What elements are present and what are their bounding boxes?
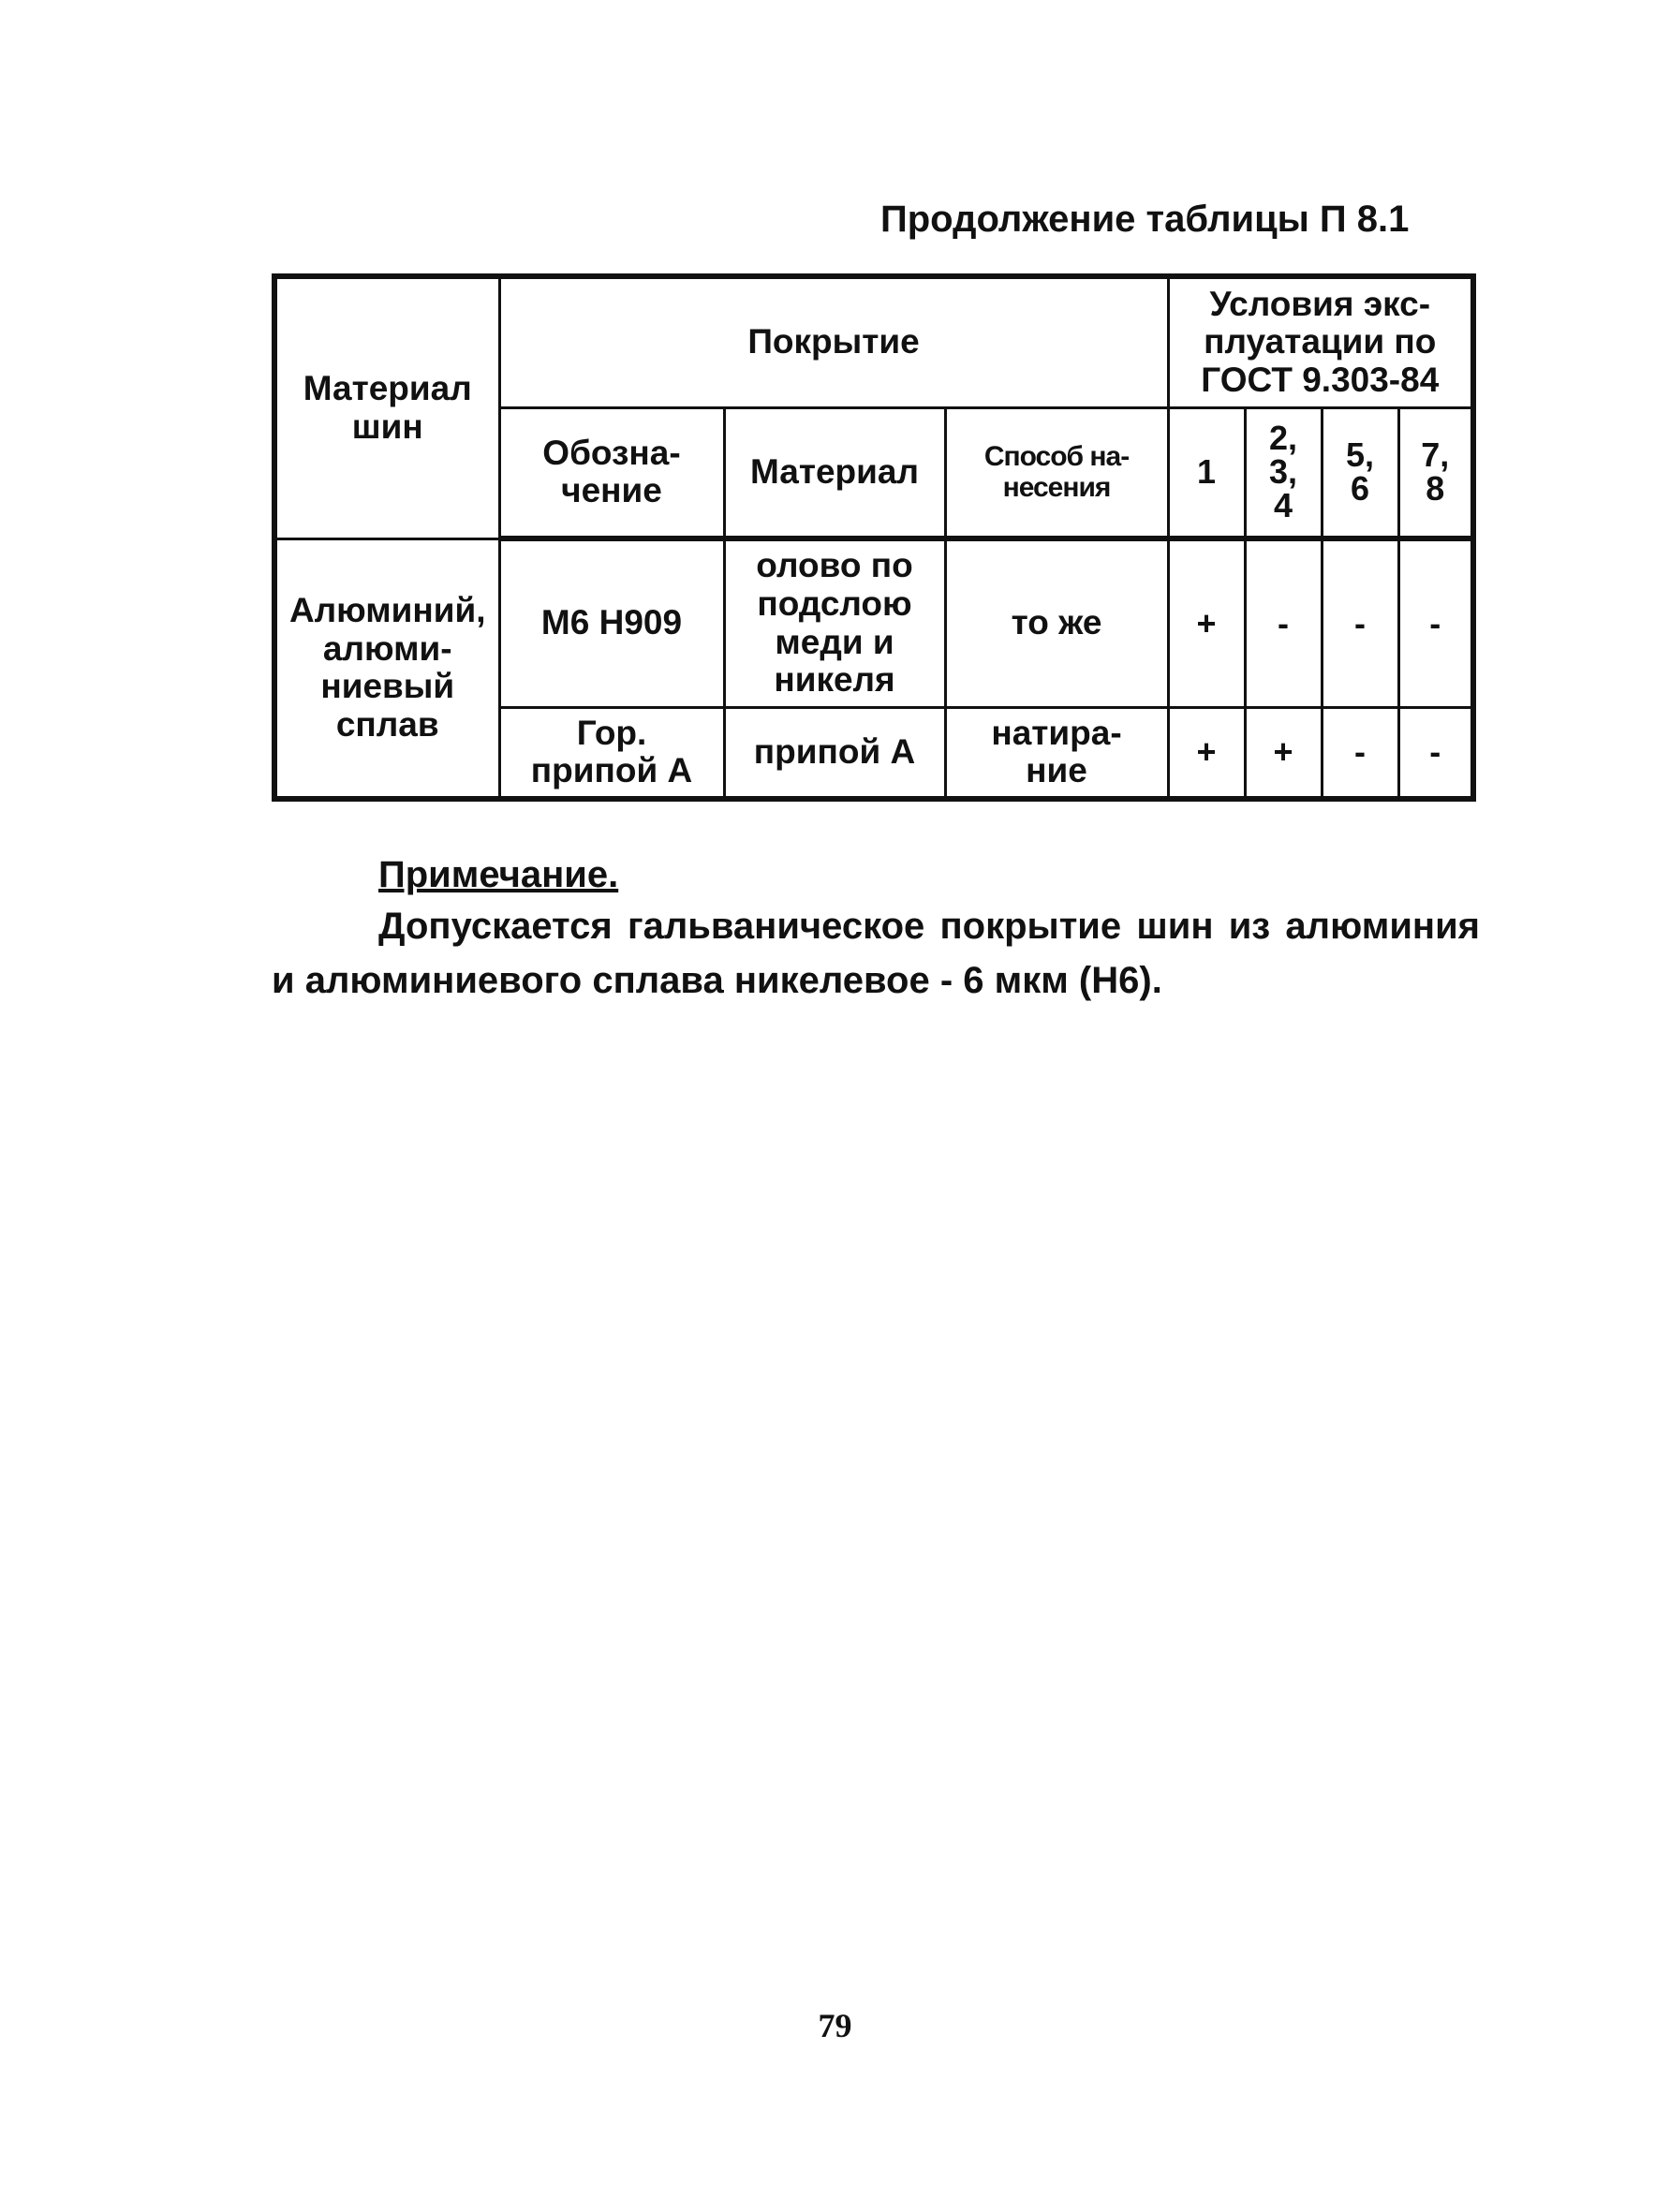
header-cond-56: 5, 6	[1322, 407, 1398, 538]
header-sposob: Способ на- несения	[945, 407, 1168, 538]
table-caption: Продолжение таблицы П 8.1	[880, 199, 1410, 240]
header-row-1	[274, 276, 1473, 407]
cell-cond-1: +	[1168, 538, 1245, 707]
cell-material-shin: Алюминий, алюми- ниевый сплав	[274, 538, 499, 799]
cell-cond-56: -	[1322, 538, 1398, 707]
note-title: Примечание.	[378, 854, 619, 895]
cell-cond-234: -	[1245, 538, 1322, 707]
cell-material: олово по подслою меди и никеля	[724, 538, 945, 707]
cell-cond-78: -	[1398, 707, 1473, 799]
cell-cond-78: -	[1398, 538, 1473, 707]
table-row	[274, 538, 1473, 707]
header-pokrytie: Покрытие	[499, 276, 1168, 407]
header-cond-234: 2, 3, 4	[1245, 407, 1322, 538]
cell-oboznachenie: Гор. припой А	[499, 707, 724, 799]
cell-cond-56: -	[1322, 707, 1398, 799]
cell-cond-1: +	[1168, 707, 1245, 799]
header-cond-78: 7, 8	[1398, 407, 1473, 538]
cell-sposob: натира- ние	[945, 707, 1168, 799]
note-body: Допускается гальваническое покрытие шин из алюминия и алюминиевого сплава никелевое - 6 мкм (Н6).	[272, 906, 1480, 1001]
header-oboznachenie: Обозна- чение	[499, 407, 724, 538]
header-material-shin: Материал шин	[274, 276, 499, 538]
cell-oboznachenie: М6 Н909	[499, 538, 724, 707]
header-usloviya: Условия экс- плуатации по ГОСТ 9.303-84	[1168, 276, 1473, 407]
cell-material: припой А	[724, 707, 945, 799]
cell-sposob: то же	[945, 538, 1168, 707]
header-material: Материал	[724, 407, 945, 538]
cell-cond-234: +	[1245, 707, 1322, 799]
coating-table	[272, 273, 1476, 802]
header-cond-1: 1	[1168, 407, 1245, 538]
page-number: 79	[818, 2007, 852, 2044]
